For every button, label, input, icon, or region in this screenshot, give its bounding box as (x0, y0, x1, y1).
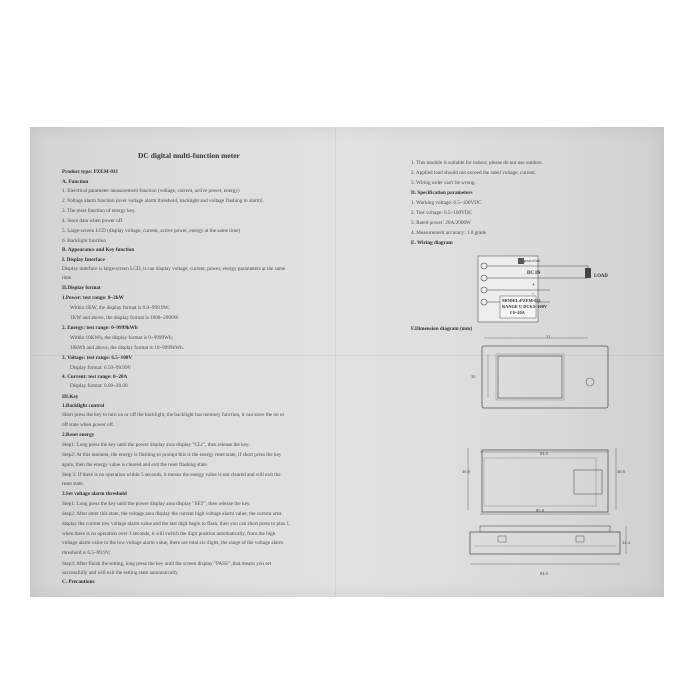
paragraph-line: reset state. (62, 481, 84, 487)
dim-side-width: 84.6 (540, 571, 548, 576)
paragraph-line: when there is no operation over 3 seconds, it will switch the digit position automatically, from the high (62, 531, 276, 537)
paragraph-line: display the current low voltage alarm value and the last digit begin to flash, then you can short press to plus 1, (62, 521, 291, 527)
list-item: 1. Electrical parameter measurement function (voltage, current, active power, energy) (62, 188, 240, 194)
spec-item: 3. Rated power: 20A/2000W (411, 220, 471, 226)
wiring-minus: - (532, 292, 534, 297)
section-heading: C. Precautions (62, 579, 95, 585)
wiring-range-u: RANGE U DC6.5~100V (502, 304, 548, 309)
dim-front-height-right: 46.8 (617, 469, 625, 474)
dim-front-width: 84.6 (540, 451, 548, 456)
list-item: 2. Applied load should not exceed the rated voltage, current. (411, 170, 537, 176)
list-item: 3. Wiring order can't be wrong. (411, 180, 476, 186)
fold-line-vertical (335, 127, 336, 597)
dim-side-height: 24.4 (622, 540, 630, 545)
wiring-range-i: I 0~20A (510, 310, 525, 315)
dim-top-height: 30 (471, 374, 476, 379)
list-item: 1. This module is suitable for indoor, please do not use outdoor. (411, 160, 543, 166)
dimension-heading: F.Dimension diagram (mm) (411, 326, 473, 332)
paragraph-line: Short press the key to turn on or off the backlight, the backlight has memory function, it can store the on or (62, 412, 285, 418)
subsection-heading: 3. Voltage: test range: 6.5~100V (62, 355, 133, 361)
paragraph-line: Step1: Long press the key until the power display area display "CLr", then release the key. (62, 442, 250, 448)
paragraph-line: successfully and will exit the setting state automatically. (62, 570, 179, 576)
wiring-dc-in: DC IN (527, 271, 541, 276)
dim-front-height-left: 46.8 (462, 469, 470, 474)
list-item: 1KW and above, the display format is 1000~2000W. (70, 315, 180, 321)
subsection-heading: 4. Current: test range: 0~20A (62, 374, 128, 380)
paragraph-line: voltage alarm value to the low voltage alarm value, there are total six digits, the range of the voltage alarm (62, 540, 284, 546)
subsection-heading: 3.Set voltage alarm threshold (62, 491, 127, 497)
section-heading: A. Function (62, 179, 89, 185)
paragraph-line: Display interface is large-screen LCD, it can display voltage, current, power, energy parameters at the same (62, 266, 286, 272)
spec-item: 4. Measurement accuracy: 1.0 grade (411, 230, 487, 236)
subsection-heading: 1.Power: test range: 0~2kW (62, 295, 124, 301)
paragraph-line: time. (62, 275, 73, 281)
section-heading: II.Display format (62, 285, 101, 291)
list-item: Within 1KW, the display format is 0.0~999.9W; (70, 305, 170, 311)
wiring-brand: peacefair (524, 258, 541, 263)
list-item: 3. The reset function of energy key. (62, 208, 136, 214)
subsection-heading: 2. Energy: test range: 0~9999kWh (62, 325, 138, 331)
subsection-heading: 2.Reset energy (62, 432, 95, 438)
wiring-plus: + (532, 283, 535, 288)
list-item: 2. Voltage alarm function (over voltage alarm threshold, backlight and voltage flashing to alarm). (62, 198, 264, 204)
dim-top-width: 51 (546, 334, 551, 339)
paragraph-line: Step2: At this moment, the energy is flashing to prompt this is the energy reset state, if short press the key (62, 452, 282, 458)
paragraph-line: off state when power off. (62, 422, 115, 428)
paragraph-line: threshold is 6.5~99.9V; (62, 550, 111, 556)
section-heading: D. Specification parameters (411, 190, 473, 196)
list-item: Within 10KWh, the display format is 0~9999Wh; (70, 335, 174, 341)
dimension-diagram (458, 332, 638, 592)
list-item: 5. Large-screen LCD (display voltage, current, active power, energy at the same time) (62, 228, 241, 234)
list-item: 10kWh and above, the display format is 10~9999kWh. (70, 345, 184, 351)
section-heading: E. Wiring diagram (411, 240, 453, 246)
spec-item: 1. Working voltage: 6.5~100VDC (411, 200, 482, 206)
wiring-model: MODEL:PZEM-031 (502, 298, 541, 303)
section-heading: I. Display Interface (62, 257, 105, 263)
paragraph-line: Step2: After enter this state, the voltage area display the current high voltage alarm value, the current area (62, 511, 282, 517)
paragraph-line: Step 3: If there is no operation within 5 seconds, it means the energy value is not cleared and will exit the (62, 472, 281, 478)
list-item: 6. Backlight function (62, 238, 106, 244)
section-heading: B. Appearance and Key function (62, 247, 135, 253)
paragraph-line: Step1: Long press the key until the power display area display "SET", then release the key. (62, 501, 251, 507)
subsection-heading: 1.Backlight control (62, 403, 105, 409)
product-type: Product type: PZEM-031 (62, 169, 119, 175)
list-item: Display format: 6.50~99.99V (70, 365, 132, 371)
paragraph-line: again, then the energy value is cleared and exit the reset flashing state. (62, 462, 208, 468)
document-title: DC digital multi-function meter (138, 151, 240, 160)
wiring-load: LOAD (594, 274, 608, 279)
list-item: Display format: 0.00~20.00 (70, 383, 128, 389)
paragraph-line: Step3: After finish the setting, long press the key until the screen display "PASS" ,that means you set (62, 561, 272, 567)
section-heading: III.Key (62, 394, 79, 400)
dim-inner-width: 85.8 (536, 508, 544, 513)
spec-item: 2. Test voltage: 6.5~100VDC (411, 210, 472, 216)
list-item: 4. Store data when power off. (62, 218, 124, 224)
